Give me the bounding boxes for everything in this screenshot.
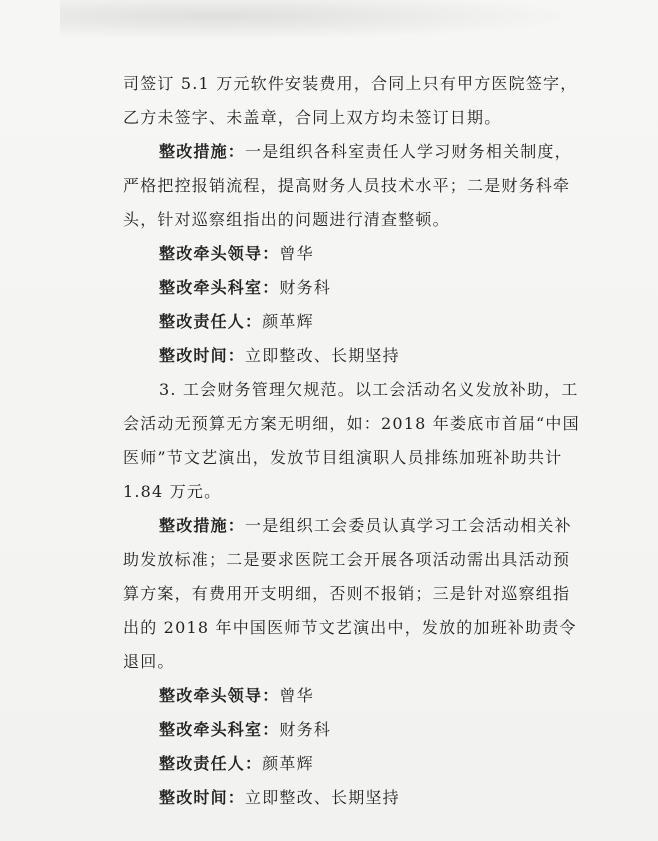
time-line-1 (123, 346, 593, 366)
text-line: 出的 2018 年中国医师节文艺演出中，发放的加班补助责令 (123, 618, 577, 637)
paragraph-measure-1 (123, 142, 593, 230)
time-value: 立即整改、长期坚持 (245, 346, 400, 365)
text-line: 司签订 5.1 万元软件安装费用，合同上只有甲方医院签字， (123, 74, 578, 93)
scan-shadow (60, 0, 580, 40)
time-label: 整改时间： (159, 788, 246, 807)
measure-label: 整改措施： (159, 142, 246, 161)
text-line: 1.84 万元。 (123, 482, 222, 501)
dept-line-1 (123, 278, 593, 298)
text-line: 严格把控报销流程，提高财务人员技术水平；二是财务科牵 (123, 176, 571, 195)
text-line: 算方案，有费用开支明细，否则不报销；三是针对巡察组指 (123, 584, 571, 603)
dept-line-2 (123, 720, 593, 740)
dept-label: 整改牵头科室： (159, 720, 280, 739)
leader-value: 曾华 (279, 244, 314, 263)
leader-value: 曾华 (279, 686, 314, 705)
leader-line-2 (123, 686, 593, 706)
dept-value: 财务科 (279, 278, 332, 297)
person-label: 整改责任人： (159, 312, 263, 331)
time-value: 立即整改、长期坚持 (245, 788, 400, 807)
measure-text: 一是组织工会委员认真学习工会活动相关补 (245, 516, 572, 535)
person-line-1 (123, 312, 593, 332)
person-line-2 (123, 754, 593, 774)
document-body (123, 74, 593, 808)
text-line: 会活动无预算无方案无明细，如：2018 年娄底市首届“中国 (123, 414, 580, 433)
measure-label: 整改措施： (159, 516, 246, 535)
dept-label: 整改牵头科室： (159, 278, 280, 297)
dept-value: 财务科 (279, 720, 332, 739)
person-label: 整改责任人： (159, 754, 263, 773)
time-label: 整改时间： (159, 346, 246, 365)
paragraph-contract (123, 74, 593, 128)
text-line: 助发放标准；二是要求医院工会开展各项活动需出具活动预 (123, 550, 571, 569)
text-line: 医师”节文艺演出，发放节目组演职人员排练加班补助共计 (123, 448, 563, 467)
leader-label: 整改牵头领导： (159, 686, 280, 705)
text-line (123, 142, 593, 162)
measure-text: 一是组织各科室责任人学习财务相关制度， (245, 142, 572, 161)
time-line-2 (123, 788, 593, 808)
text-line: 乙方未签字、未盖章，合同上双方均未签订日期。 (123, 108, 502, 127)
paragraph-measure-2 (123, 516, 593, 672)
leader-label: 整改牵头领导： (159, 244, 280, 263)
text-line: 3. 工会财务管理欠规范。以工会活动名义发放补助，工 (159, 380, 579, 399)
text-line (123, 516, 593, 536)
text-line: 头，针对巡察组指出的问题进行清查整顿。 (123, 210, 450, 229)
person-value: 颜革辉 (262, 754, 314, 773)
leader-line-1 (123, 244, 593, 264)
person-value: 颜革辉 (262, 312, 314, 331)
text-line: 退回。 (123, 652, 175, 671)
paragraph-union-finance (123, 380, 593, 502)
